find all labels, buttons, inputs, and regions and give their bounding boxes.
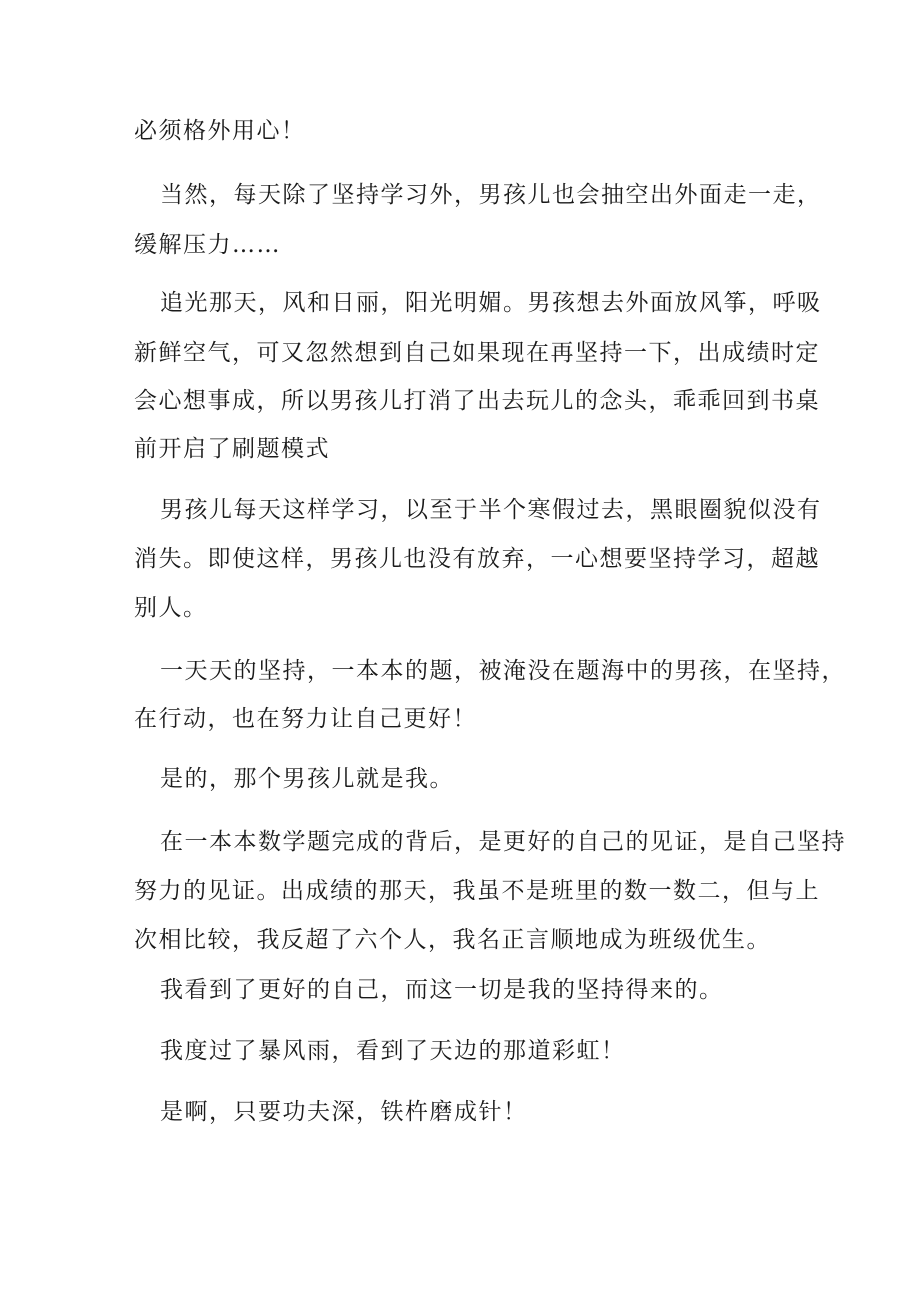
paragraph-2-line-2: 会心想事成，所以男孩儿打消了出去玩儿的念头，乖乖回到书桌 bbox=[134, 388, 820, 414]
paragraph-6-line-0: 在一本本数学题完成的背后，是更好的自己的见证，是自己坚持 bbox=[160, 829, 846, 855]
paragraph-3-line-0: 男孩儿每天这样学习，以至于半个寒假过去，黑眼圈貌似没有 bbox=[160, 497, 822, 523]
paragraph-9-line-0: 是啊，只要功夫深，铁杵磨成针！ bbox=[160, 1099, 528, 1125]
paragraph-8-line-0: 我度过了暴风雨，看到了天边的那道彩虹！ bbox=[160, 1038, 626, 1064]
paragraph-7-line-0: 我看到了更好的自己，而这一切是我的坚持得来的。 bbox=[160, 977, 724, 1003]
paragraph-5-line-0: 是的，那个男孩儿就是我。 bbox=[160, 766, 454, 792]
paragraph-1-line-1: 缓解压力…… bbox=[134, 232, 281, 258]
paragraph-6-line-1: 努力的见证。出成绩的那天，我虽不是班里的数一数二，但与上 bbox=[134, 878, 820, 904]
paragraph-0-line-0: 必须格外用心！ bbox=[134, 118, 306, 144]
paragraph-3-line-2: 别人。 bbox=[134, 595, 208, 621]
paragraph-2-line-3: 前开启了刷题模式 bbox=[134, 436, 330, 462]
paragraph-1-line-0: 当然，每天除了坚持学习外，男孩儿也会抽空出外面走一走， bbox=[160, 182, 822, 208]
paragraph-4-line-1: 在行动，也在努力让自己更好！ bbox=[134, 706, 477, 732]
paragraph-2-line-1: 新鲜空气，可又忽然想到自己如果现在再坚持一下，出成绩时定 bbox=[134, 340, 820, 366]
paragraph-2-line-0: 追光那天，风和日丽，阳光明媚。男孩想去外面放风筝，呼吸 bbox=[160, 290, 822, 316]
paragraph-4-line-0: 一天天的坚持，一本本的题，被淹没在题海中的男孩，在坚持， bbox=[160, 658, 846, 684]
paragraph-3-line-1: 消失。即使这样，男孩儿也没有放弃，一心想要坚持学习，超越 bbox=[134, 546, 820, 572]
paragraph-6-line-2: 次相比较，我反超了六个人，我名正言顺地成为班级优生。 bbox=[134, 927, 771, 953]
